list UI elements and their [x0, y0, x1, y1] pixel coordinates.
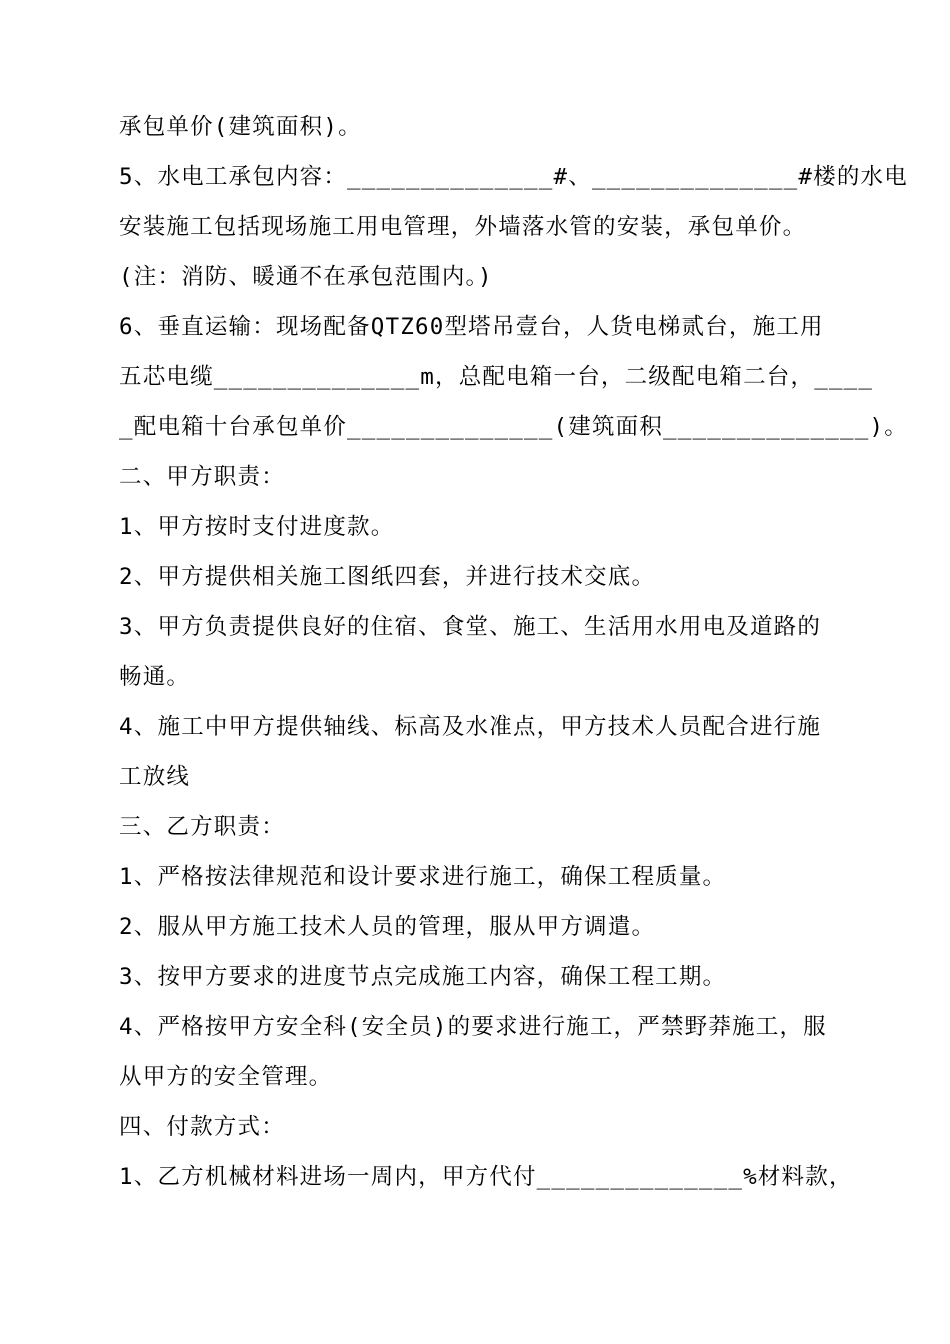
text-line: 从甲方的安全管理。: [119, 1064, 333, 1090]
section-heading: 三、乙方职责：: [119, 814, 285, 840]
section-heading: 四、付款方式：: [119, 1114, 285, 1140]
text-line: 畅通。: [119, 664, 191, 690]
text-line: 工放线: [119, 764, 191, 790]
text-line: 安装施工包括现场施工用电管理，外墙落水管的安装，承包单价。: [119, 214, 807, 240]
text-line: 6、垂直运输：现场配备QTZ60型塔吊壹台，人货电梯贰台，施工用: [119, 314, 824, 340]
text-line: (注：消防、暖通不在承包范围内。): [119, 264, 493, 290]
text-line: 五芯电缆______________m，总配电箱一台，二级配电箱二台，____: [119, 364, 874, 390]
text-line: 3、按甲方要求的进度节点完成施工内容，确保工程工期。: [119, 964, 727, 990]
text-line: 2、甲方提供相关施工图纸四套，并进行技术交底。: [119, 564, 656, 590]
text-line: 5、水电工承包内容：______________#、______________#楼的水电: [119, 164, 908, 190]
text-line: 1、乙方机械材料进场一周内，甲方代付______________%材料款，: [119, 1164, 853, 1190]
text-line: 4、严格按甲方安全科(安全员)的要求进行施工，严禁野莽施工，服: [119, 1014, 827, 1040]
text-line: 1、甲方按时支付进度款。: [119, 514, 395, 540]
text-line: _配电箱十台承包单价______________(建筑面积______________)。: [119, 414, 908, 440]
text-line: 2、服从甲方施工技术人员的管理，服从甲方调遣。: [119, 914, 656, 940]
text-line: 承包单价(建筑面积)。: [119, 114, 362, 140]
section-heading: 二、甲方职责：: [119, 464, 285, 490]
text-line: 1、严格按法律规范和设计要求进行施工，确保工程质量。: [119, 864, 727, 890]
text-line: 4、施工中甲方提供轴线、标高及水准点，甲方技术人员配合进行施: [119, 714, 822, 740]
text-line: 3、甲方负责提供良好的住宿、食堂、施工、生活用水用电及道路的: [119, 614, 822, 640]
